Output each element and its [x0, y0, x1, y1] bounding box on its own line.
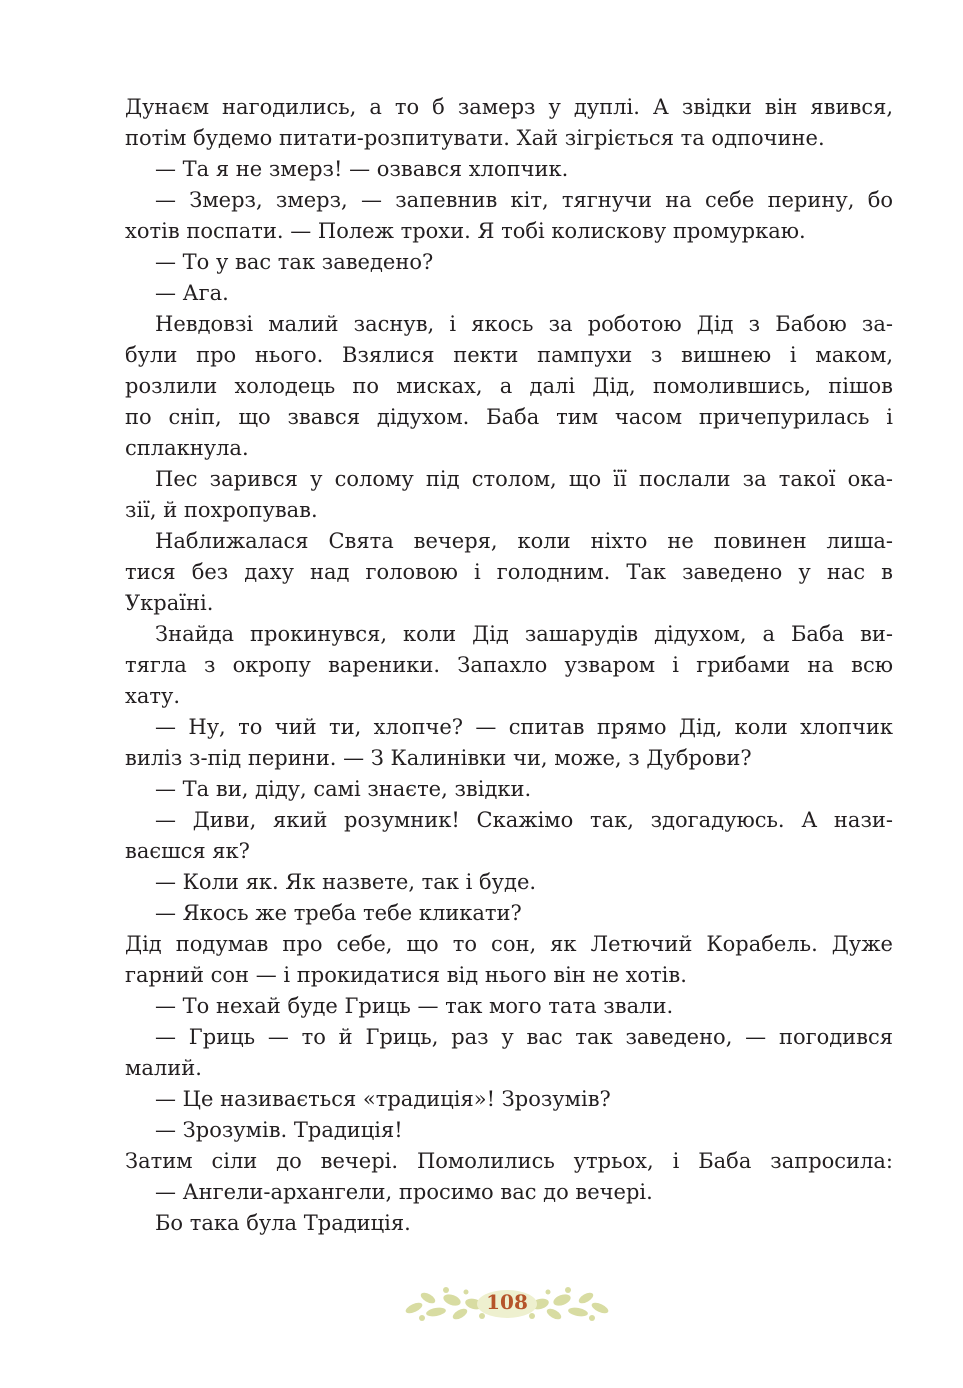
text-line: Бо така була Традиція.	[155, 1211, 411, 1235]
text-line: тягла з окропу вареники. Запахло узваром і грибами на всю	[125, 653, 893, 677]
text-line: Дунаєм нагодились, а то б замерз у дуплі. А звідки він явився,	[125, 95, 893, 119]
text-line: — Змерз, змерз, — запевнив кіт, тягнучи на себе перину, бо	[155, 188, 893, 212]
text-line: — Та я не змерз! — озвався хлопчик.	[155, 157, 569, 181]
text-line: — Ну, то чий ти, хлопче? — спитав прямо Дід, коли хлопчик	[155, 715, 893, 739]
text-line: сплакнула.	[125, 436, 249, 460]
text-line: хату.	[125, 684, 181, 708]
text-line: — Гриць — то й Гриць, раз у вас так заведено, — погодився	[155, 1025, 893, 1049]
text-line: — Та ви, діду, самі знаєте, звідки.	[155, 777, 532, 801]
text-line: — Це називається «традиція»! Зрозумів?	[155, 1087, 611, 1111]
page-text	[125, 92, 893, 1239]
text-line: Знайда прокинувся, коли Дід зашарудів дідухом, а Баба ви-	[155, 622, 893, 646]
text-line: по сніп, що звався дідухом. Баба тим часом причепурилась і	[125, 405, 893, 429]
text-line: малий.	[125, 1056, 202, 1080]
text-line: — Ангели-архангели, просимо вас до вечері.	[155, 1180, 653, 1204]
text-line: Україні.	[125, 591, 214, 615]
text-line: — Ага.	[155, 281, 229, 305]
page-number: 108	[486, 1290, 528, 1314]
text-line: Пес зарився у солому під столом, що її послали за такої ока-	[155, 467, 893, 491]
text-line: були про нього. Взялися пекти пампухи з вишнею і маком,	[125, 343, 893, 367]
text-line: — Коли як. Як назвете, так і буде.	[155, 870, 537, 894]
text-line: хотів поспати. — Полеж трохи. Я тобі колискову промуркаю.	[125, 219, 806, 243]
text-line: тися без даху над головою і голодним. Так заведено у нас в	[125, 560, 893, 584]
text-line: — Якось же треба тебе кликати?	[155, 901, 522, 925]
text-line: — То у вас так заведено?	[155, 250, 434, 274]
page-footer	[400, 1278, 614, 1330]
text-line: — То нехай буде Гриць — так мого тата звали.	[155, 994, 674, 1018]
text-line: потім будемо питати-розпитувати. Хай зігріється та одпочине.	[125, 126, 825, 150]
text-line: ваєшся як?	[125, 839, 250, 863]
text-line: гарний сон — і прокидатися від нього він не хотів.	[125, 963, 687, 987]
text-line: Затим сіли до вечері. Помолились утрьох, і Баба запросила:	[125, 1149, 893, 1173]
text-line: Невдовзі малий заснув, і якось за роботою Дід з Бабою за-	[155, 312, 893, 336]
text-line: розлили холодець по мисках, а далі Дід, помолившись, пішов	[125, 374, 893, 398]
text-line: — Диви, який розумник! Скажімо так, здогадуюсь. А нази-	[155, 808, 893, 832]
text-line: Дід подумав про себе, що то сон, як Летючий Корабель. Дуже	[125, 932, 893, 956]
text-line: Наближалася Свята вечеря, коли ніхто не повинен лиша-	[155, 529, 893, 553]
text-line: виліз з-під перини. — З Калинівки чи, може, з Дуброви?	[125, 746, 752, 770]
text-line: зії, й похропував.	[125, 498, 318, 522]
text-line: — Зрозумів. Традиція!	[155, 1118, 403, 1142]
